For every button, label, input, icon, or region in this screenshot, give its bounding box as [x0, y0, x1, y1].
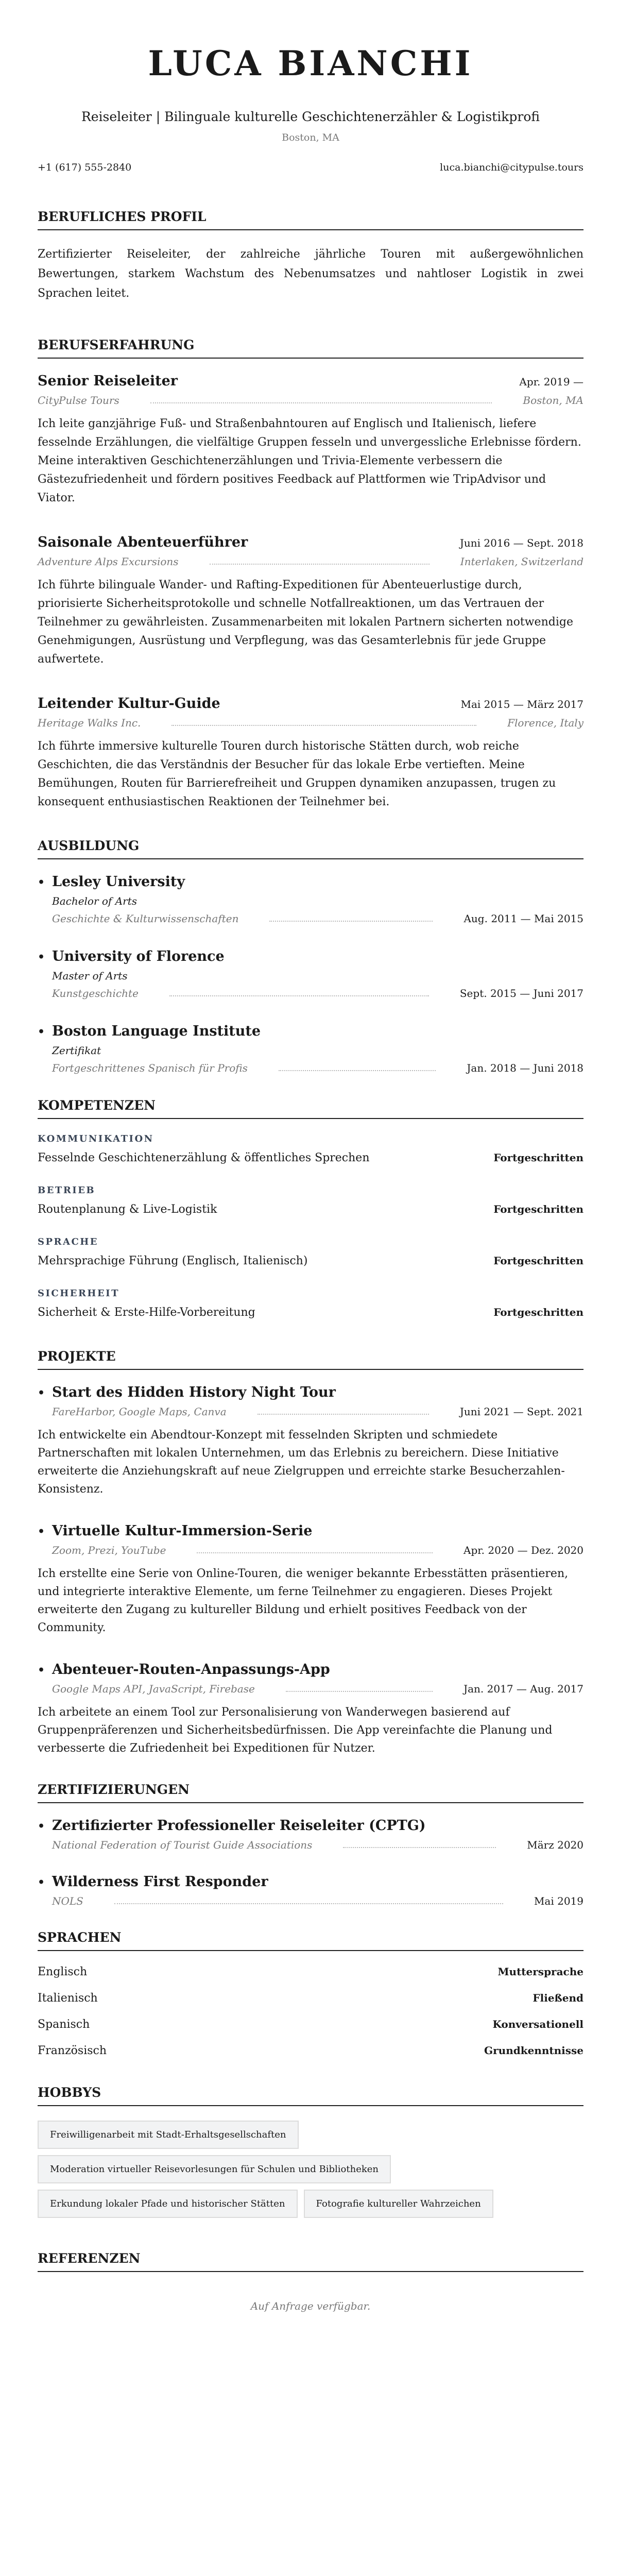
project-entry: [38, 1662, 583, 1757]
bullet-icon: •: [38, 1876, 45, 1889]
job-description: Ich leite ganzjährige Fuß- und Straßenbahntouren auf Englisch und Italienisch, liefere fesselnde Erzählungen, die vielfältige Gruppen fesseln und unvergessliche Erlebnisse fördern. Meine interaktiven Geschichtenerzählungen und Trivia-Elemente verbessern die Gästezufriedenheit und fördern positives Feedback auf Plattformen wie TripAdvisor und Viator.: [38, 417, 581, 504]
job-description: Ich führte immersive kulturelle Touren durch historische Stätten durch, wob reiche Geschichten, die das Verständnis der Besucher für das lokale Erbe vertieften. Meine Bemühungen, Routen für Barrierefreiheit und Gruppen dynamiken anzupassen, trugen zu konsequent enthusiastischen Reaktionen der Teilnehmer bei.: [38, 740, 556, 808]
headline: Reiseleiter | Bilinguale kulturelle Geschichtenerzähler & Logistikprofi: [81, 109, 540, 124]
language-level: Fließend: [533, 1992, 583, 2004]
skill-name: Sicherheit & Erste-Hilfe-Vorbereitung: [38, 1306, 255, 1319]
job-dates: Apr. 2019 —: [519, 376, 583, 388]
education-dates: Aug. 2011 — Mai 2015: [464, 912, 583, 925]
company: Adventure Alps Excursions: [38, 555, 179, 568]
language-row: [38, 1992, 583, 2005]
job-dates: Mai 2015 — März 2017: [460, 698, 583, 710]
dotted-leader: [171, 725, 476, 726]
degree: Master of Arts: [52, 970, 128, 982]
project-tools: Google Maps API, JavaScript, Firebase: [52, 1683, 255, 1695]
project-title: Virtuelle Kultur-Immersion-Serie: [52, 1523, 313, 1539]
bullet-icon: •: [38, 1820, 45, 1833]
language-name: Französisch: [38, 2044, 107, 2057]
language-name: Spanisch: [38, 2018, 90, 2031]
languages-section: [38, 1930, 583, 2057]
certification-issuer: National Federation of Tourist Guide Associations: [52, 1839, 313, 1851]
certification-date: März 2020: [527, 1839, 583, 1851]
project-description: Ich arbeitete an einem Tool zur Personalisierung von Wanderwegen basierend auf Gruppenpräferenzen und Sicherheitsbedürfnissen. Die App vereinfachte die Planung und verbesserte die Zufriedenheit bei Expeditionen für Nutzer.: [38, 1706, 553, 1755]
language-row: [38, 2044, 583, 2057]
skill-group: [38, 1133, 583, 1164]
bullet-icon: •: [38, 1386, 45, 1400]
dotted-leader: [150, 402, 492, 403]
project-entry: [38, 1384, 583, 1498]
skill-category: SPRACHE: [38, 1236, 99, 1247]
job-location: Interlaken, Switzerland: [460, 555, 583, 568]
projects-section: [38, 1349, 583, 1757]
skill-name: Fesselnde Geschichtenerzählung & öffentliches Sprechen: [38, 1151, 370, 1164]
job-title: Leitender Kultur-Guide: [38, 696, 220, 711]
job-title: Senior Reiseleiter: [38, 373, 178, 389]
education-section: [38, 838, 583, 1074]
language-name: Englisch: [38, 1965, 88, 1978]
skill-level: Fortgeschritten: [493, 1203, 583, 1215]
dotted-leader: [269, 921, 433, 922]
field-of-study: Geschichte & Kulturwissenschaften: [52, 912, 239, 925]
experience-section: [38, 337, 583, 811]
skill-level: Fortgeschritten: [493, 1306, 583, 1318]
dotted-leader: [114, 1903, 503, 1904]
bullet-icon: •: [38, 1025, 45, 1039]
references-text: Auf Anfrage verfügbar.: [250, 2300, 371, 2312]
skill-category: BETRIEB: [38, 1185, 96, 1196]
section-heading: BERUFSERFAHRUNG: [38, 337, 583, 359]
candidate-name: LUCA BIANCHI: [148, 43, 473, 83]
hobbies-section: [38, 2085, 583, 2218]
skill-group: [38, 1236, 583, 1267]
profile-text: Zertifizierter Reiseleiter, der zahlreiche jährliche Touren mit außergewöhnlichen Bewertungen, starkem Wachstum des Nebenumsatzes und nahtloser Logistik in zwei Sprachen leitet.: [38, 248, 583, 300]
bullet-icon: •: [38, 951, 45, 964]
phone: +1 (617) 555-2840: [38, 162, 132, 173]
school-name: Boston Language Institute: [52, 1023, 261, 1039]
contact-row: [38, 162, 583, 173]
skill-category: KOMMUNIKATION: [38, 1133, 154, 1144]
certification-entry: [38, 1818, 583, 1851]
education-entry: [38, 874, 583, 925]
job-entry: [38, 373, 583, 507]
company: Heritage Walks Inc.: [38, 717, 141, 729]
certifications-section: [38, 1782, 583, 1907]
skill-name: Mehrsprachige Führung (Englisch, Italienisch): [38, 1255, 308, 1267]
hobby-tag: Fotografie kultureller Wahrzeichen: [304, 2190, 493, 2218]
language-row: [38, 1965, 583, 1978]
dotted-leader: [343, 1847, 496, 1848]
hobby-tag: Freiwilligenarbeit mit Stadt-Erhaltsgesellschaften: [38, 2121, 299, 2149]
email[interactable]: luca.bianchi@citypulse.tours: [440, 162, 583, 173]
references-section: [38, 2251, 583, 2312]
certification-name: Wilderness First Responder: [52, 1874, 268, 1890]
certification-entry: [38, 1874, 583, 1907]
dotted-leader: [197, 1552, 433, 1553]
education-dates: Jan. 2018 — Juni 2018: [467, 1062, 583, 1074]
location: Boston, MA: [282, 132, 339, 143]
dotted-leader: [210, 564, 430, 565]
hobby-tag: Erkundung lokaler Pfade und historischer Stätten: [38, 2190, 298, 2218]
certification-issuer: NOLS: [52, 1895, 83, 1907]
skill-category: SICHERHEIT: [38, 1288, 119, 1299]
section-heading: AUSBILDUNG: [38, 838, 583, 859]
language-level: Muttersprache: [497, 1965, 583, 1978]
bullet-icon: •: [38, 876, 45, 889]
language-level: Konversationell: [492, 2018, 583, 2030]
degree: Zertifikat: [52, 1044, 101, 1057]
project-entry: [38, 1523, 583, 1637]
skill-level: Fortgeschritten: [493, 1255, 583, 1267]
skill-name: Routenplanung & Live-Logistik: [38, 1203, 217, 1216]
section-heading: REFERENZEN: [38, 2251, 583, 2272]
language-level: Grundkenntnisse: [484, 2044, 583, 2057]
resume-header: [38, 41, 583, 173]
skills-section: [38, 1098, 583, 1319]
education-entry: [38, 948, 583, 999]
certification-name: Zertifizierter Professioneller Reiseleiter (CPTG): [52, 1818, 426, 1834]
school-name: University of Florence: [52, 948, 225, 964]
project-dates: Juni 2021 — Sept. 2021: [459, 1405, 583, 1418]
education-dates: Sept. 2015 — Juni 2017: [459, 987, 583, 999]
job-entry: [38, 696, 583, 811]
section-heading: SPRACHEN: [38, 1930, 583, 1951]
field-of-study: Fortgeschrittenes Spanisch für Profis: [52, 1062, 248, 1074]
project-description: Ich erstellte eine Serie von Online-Touren, die weniger bekannte Erbesstätten präsentieren, und integrierte interaktive Elemente, um ferne Teilnehmer zu engagieren. Dieses Projekt erweiterte den Zugang zu kultureller Bildung und erhielt positives Feedback von der Community.: [38, 1567, 569, 1634]
job-title: Saisonale Abenteuerführer: [38, 534, 248, 550]
skill-group: [38, 1288, 583, 1319]
project-dates: Jan. 2017 — Aug. 2017: [464, 1683, 583, 1695]
dotted-leader: [258, 1414, 429, 1415]
bullet-icon: •: [38, 1525, 45, 1538]
language-row: [38, 2018, 583, 2031]
school-name: Lesley University: [52, 874, 185, 890]
section-heading: BERUFLICHES PROFIL: [38, 209, 583, 230]
section-heading: HOBBYS: [38, 2085, 583, 2106]
language-name: Italienisch: [38, 1992, 98, 2005]
dotted-leader: [286, 1691, 433, 1692]
skill-group: [38, 1185, 583, 1216]
job-dates: Juni 2016 — Sept. 2018: [459, 537, 583, 549]
company: CityPulse Tours: [38, 394, 119, 406]
education-entry: [38, 1023, 583, 1074]
field-of-study: Kunstgeschichte: [52, 987, 139, 999]
project-dates: Apr. 2020 — Dez. 2020: [464, 1544, 583, 1556]
dotted-leader: [279, 1070, 436, 1071]
job-location: Boston, MA: [523, 394, 583, 406]
project-description: Ich entwickelte ein Abendtour-Konzept mit fesselnden Skripten und schmiedete Partnerschaften mit lokalen Unternehmen, um das Erlebnis zu bereichern. Diese Initiative erweiterte die Anziehungskraft auf neue Zielgruppen und erreichte starke Besucherzahlen-Konsistenz.: [38, 1429, 565, 1496]
profile-section: [38, 209, 583, 303]
job-entry: [38, 534, 583, 669]
hobby-tag: Moderation virtueller Reisevorlesungen für Schulen und Bibliotheken: [38, 2155, 391, 2183]
project-title: Abenteuer-Routen-Anpassungs-App: [52, 1662, 330, 1677]
section-heading: PROJEKTE: [38, 1349, 583, 1370]
section-heading: KOMPETENZEN: [38, 1098, 583, 1119]
bullet-icon: •: [38, 1664, 45, 1677]
project-title: Start des Hidden History Night Tour: [52, 1384, 336, 1400]
skill-level: Fortgeschritten: [493, 1151, 583, 1164]
dotted-leader: [169, 995, 429, 996]
project-tools: Zoom, Prezi, YouTube: [52, 1544, 166, 1556]
degree: Bachelor of Arts: [52, 895, 137, 907]
section-heading: ZERTIFIZIERUNGEN: [38, 1782, 583, 1803]
project-tools: FareHarbor, Google Maps, Canva: [52, 1405, 227, 1418]
job-location: Florence, Italy: [507, 717, 583, 729]
certification-date: Mai 2019: [534, 1895, 583, 1907]
job-description: Ich führte bilinguale Wander- und Rafting-Expeditionen für Abenteuerlustige durch, priorisierte Sicherheitsprotokolle und schnelle Notfallreaktionen, um das Vertrauen der Teilnehmer zu gewährleisten. Zusammenarbeiten mit lokalen Partnern sicherten notwendige Genehmigungen, Ausrüstung und Verpflegung, was das Gesamterlebnis für jede Gruppe aufwertete.: [38, 579, 573, 666]
